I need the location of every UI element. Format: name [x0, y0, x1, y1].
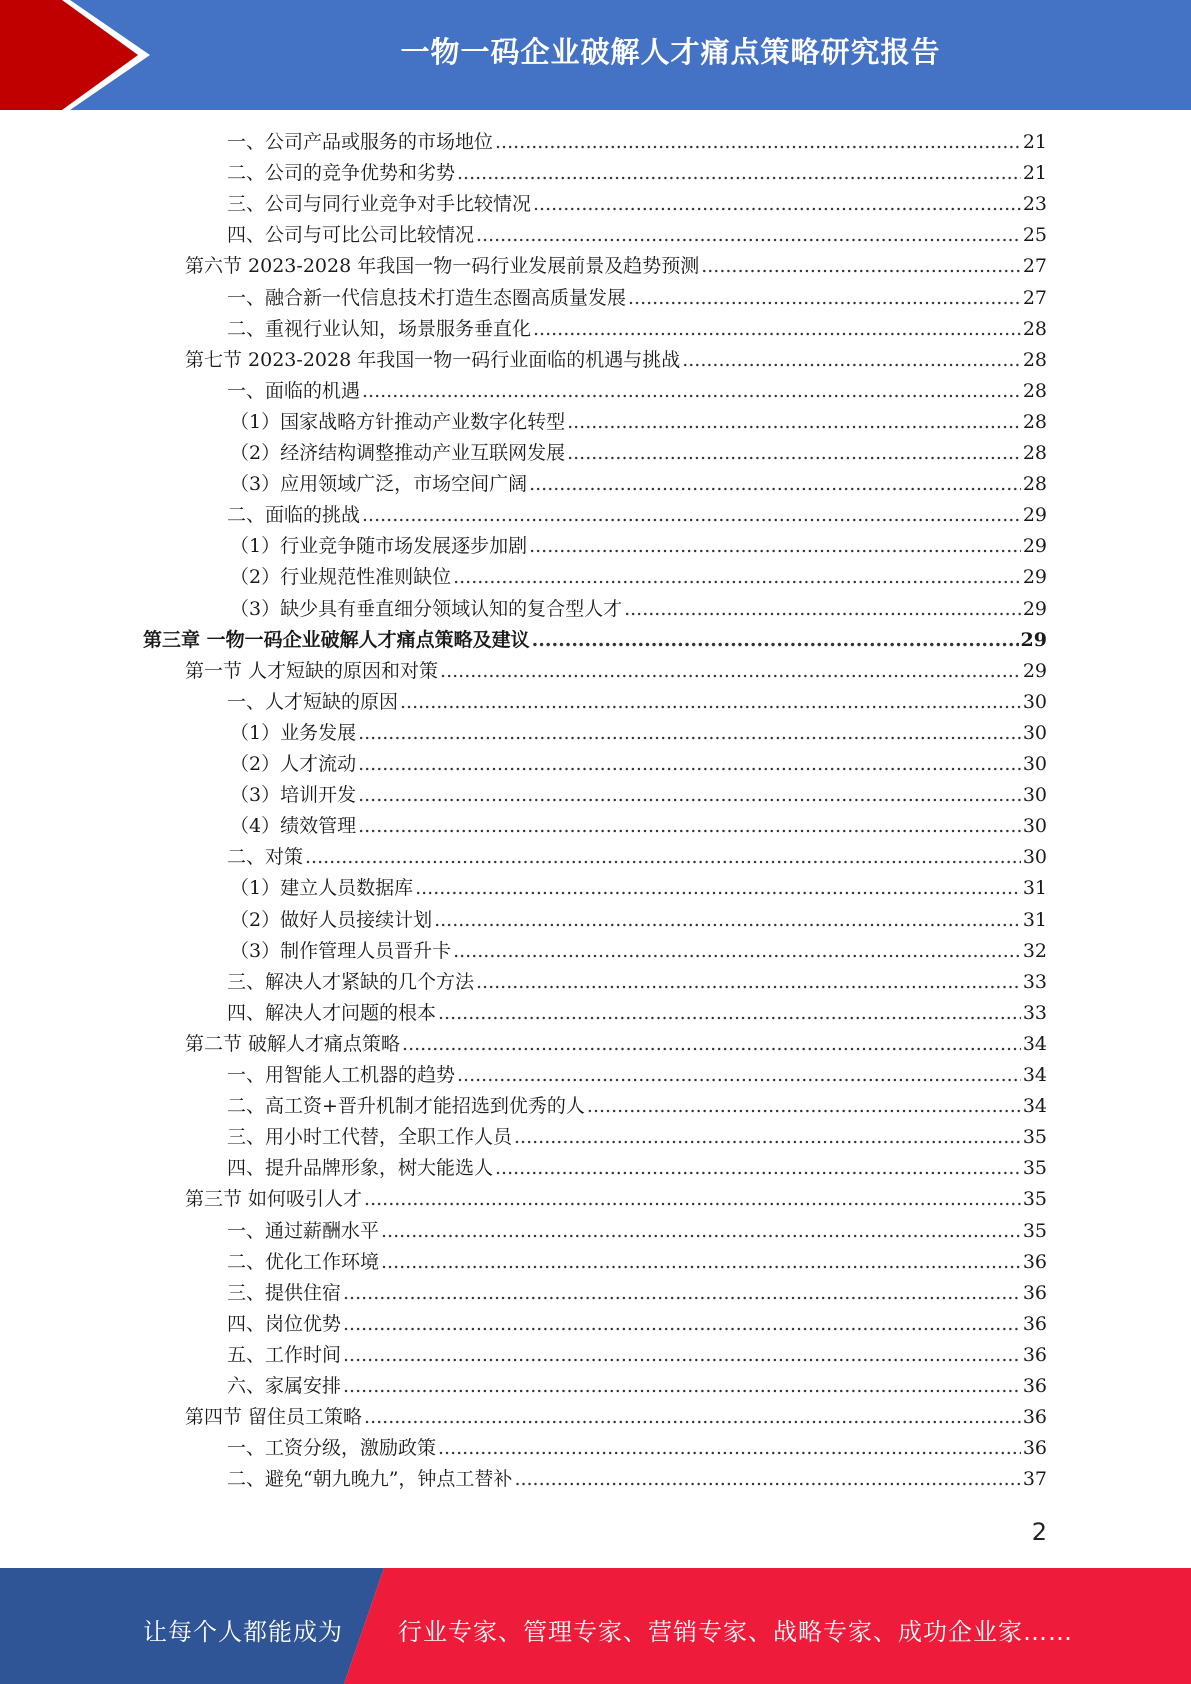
toc-entry[interactable]	[185, 251, 1047, 282]
toc-dot-leader	[701, 251, 1021, 282]
toc-entry[interactable]	[227, 842, 1047, 873]
toc-entry[interactable]	[227, 687, 1047, 718]
toc-entry[interactable]	[227, 500, 1047, 531]
header-bar	[0, 0, 1191, 110]
toc-entry-title: 三、提供住宿	[227, 1281, 342, 1304]
toc-entry-title: 一、用智能人工机器的趋势	[227, 1064, 456, 1086]
toc-entry-page: 29	[1022, 504, 1047, 527]
toc-entry-page: 30	[1022, 690, 1047, 713]
toc-entry-title: （3）缺少具有垂直细分领域认知的复合型人才	[230, 597, 623, 620]
toc-entry[interactable]	[227, 1340, 1047, 1371]
toc-dot-leader	[533, 189, 1021, 220]
toc-dot-leader	[415, 873, 1021, 904]
toc-dot-leader	[381, 1247, 1021, 1278]
toc-dot-leader	[305, 842, 1021, 873]
toc-entry-title: 四、解决人才问题的根本	[227, 1001, 437, 1024]
toc-entry-page: 27	[1022, 286, 1047, 309]
toc-entry-page: 29	[1020, 628, 1047, 651]
footer-banner	[0, 1568, 1191, 1684]
toc-entry[interactable]	[185, 345, 1047, 376]
toc-entry-page: 34	[1022, 1032, 1047, 1055]
toc-entry-title: 三、解决人才紧缺的几个方法	[227, 970, 475, 993]
toc-dot-leader	[343, 1309, 1021, 1340]
toc-dot-leader	[476, 220, 1021, 251]
toc-entry[interactable]	[227, 1464, 1047, 1495]
toc-dot-leader	[358, 749, 1021, 780]
toc-entry-title: （1）行业竞争随市场发展逐步加剧	[230, 535, 528, 558]
toc-entry-page: 28	[1022, 473, 1047, 496]
toc-entry-title: 第四节 留住员工策略	[185, 1406, 363, 1429]
toc-entry-page: 21	[1022, 162, 1047, 185]
toc-entry-title: 第七节 2023-2028 年我国一物一码行业面临的机遇与挑战	[185, 348, 681, 371]
toc-entry[interactable]	[227, 967, 1047, 998]
toc-dot-leader	[343, 1278, 1021, 1309]
toc-dot-leader	[476, 967, 1021, 998]
toc-entry[interactable]	[230, 438, 1047, 469]
toc-entry[interactable]	[230, 873, 1047, 904]
toc-entry-page: 30	[1022, 815, 1047, 838]
toc-entry-title: 一、通过薪酬水平	[227, 1219, 380, 1242]
toc-dot-leader	[457, 1060, 1021, 1091]
toc-dot-leader	[440, 656, 1021, 687]
toc-dot-leader	[402, 1029, 1021, 1060]
toc-dot-leader	[495, 1153, 1021, 1184]
toc-entry-page: 23	[1022, 193, 1047, 216]
toc-entry-page: 36	[1022, 1406, 1047, 1429]
toc-entry-title: 二、避免“朝九晚九”，钟点工替补	[227, 1468, 513, 1491]
toc-dot-leader	[358, 811, 1021, 842]
toc-entry-title: 一、融合新一代信息技术打造生态圈高质量发展	[227, 286, 627, 309]
toc-entry-title: 第二节 破解人才痛点策略	[185, 1032, 401, 1055]
toc-entry[interactable]	[227, 1216, 1047, 1247]
toc-entry[interactable]	[185, 1029, 1047, 1060]
toc-entry-page: 34	[1022, 1095, 1047, 1118]
toc-entry-page: 34	[1022, 1064, 1047, 1086]
toc-entry-title: 四、岗位优势	[227, 1312, 342, 1335]
toc-entry-title: 第三节 如何吸引人才	[185, 1188, 363, 1211]
toc-entry[interactable]	[227, 1153, 1047, 1184]
toc-entry-page: 36	[1022, 1343, 1047, 1366]
toc-entry[interactable]	[227, 1247, 1047, 1278]
toc-entry[interactable]	[185, 1402, 1047, 1433]
toc-entry[interactable]	[185, 1184, 1047, 1215]
toc-entry-page: 27	[1022, 255, 1047, 278]
toc-entry-page: 31	[1022, 908, 1047, 931]
toc-entry-page: 35	[1022, 1157, 1047, 1180]
toc-dot-leader	[529, 531, 1021, 562]
toc-dot-leader	[533, 314, 1021, 345]
toc-entry[interactable]	[227, 1091, 1047, 1122]
toc-dot-leader	[364, 1402, 1021, 1433]
toc-entry-page: 29	[1022, 566, 1047, 589]
toc-entry-title: 二、公司的竞争优势和劣势	[227, 162, 456, 185]
toc-dot-leader	[343, 1340, 1021, 1371]
toc-entry-title: 一、工资分级，激励政策	[227, 1437, 437, 1460]
toc-entry-title: 二、对策	[227, 846, 304, 869]
toc-entry[interactable]	[227, 1060, 1047, 1091]
header-arrow-icon	[0, 0, 160, 110]
toc-dot-leader	[514, 1122, 1021, 1153]
toc-entry-page: 31	[1022, 877, 1047, 900]
toc-entry-page: 21	[1022, 131, 1047, 153]
toc-entry-title: 二、重视行业认知，场景服务垂直化	[227, 317, 532, 340]
toc-entry-page: 35	[1022, 1219, 1047, 1242]
toc-entry-page: 36	[1022, 1437, 1047, 1460]
toc-dot-leader	[381, 1216, 1021, 1247]
toc-dot-leader	[457, 158, 1021, 189]
toc-entry-title: 一、面临的机遇	[227, 379, 361, 402]
toc-dot-leader	[343, 1371, 1021, 1402]
toc-entry-page: 28	[1022, 410, 1047, 433]
toc-entry[interactable]	[227, 1309, 1047, 1340]
toc-dot-leader	[358, 780, 1021, 811]
toc-entry-page: 29	[1022, 597, 1047, 620]
toc-entry-title: 第一节 人才短缺的原因和对策	[185, 659, 439, 682]
toc-dot-leader	[514, 1464, 1020, 1495]
footer-slogan-right: 行业专家、管理专家、营销专家、战略专家、成功企业家……	[398, 1618, 1073, 1646]
toc-dot-leader	[453, 936, 1021, 967]
toc-entry[interactable]	[230, 594, 1047, 625]
toc-entry-title: （1）业务发展	[230, 721, 357, 744]
toc-entry-title: （2）做好人员接续计划	[230, 908, 433, 931]
toc-entry[interactable]	[227, 1122, 1047, 1153]
toc-entry-page: 30	[1022, 784, 1047, 807]
toc-entry-page: 36	[1022, 1281, 1047, 1304]
toc-dot-leader	[362, 376, 1021, 407]
toc-entry-title: 一、人才短缺的原因	[227, 690, 399, 713]
toc-entry[interactable]	[227, 158, 1047, 189]
toc-entry-page: 25	[1022, 224, 1047, 247]
toc-entry-title: 二、面临的挑战	[227, 504, 361, 527]
toc-entry-title: （3）制作管理人员晋升卡	[230, 939, 452, 962]
toc-entry[interactable]	[227, 376, 1047, 407]
toc-dot-leader	[532, 625, 1019, 656]
toc-dot-leader	[529, 469, 1021, 500]
toc-dot-leader	[587, 1091, 1021, 1122]
toc-entry[interactable]	[230, 780, 1047, 811]
toc-entry-title: 六、家属安排	[227, 1375, 342, 1397]
toc-entry[interactable]	[227, 283, 1047, 314]
toc-entry-page: 36	[1022, 1312, 1047, 1335]
toc-entry[interactable]	[227, 314, 1047, 345]
toc-entry-page: 28	[1022, 379, 1047, 402]
toc-entry-page: 36	[1022, 1375, 1047, 1397]
toc-dot-leader	[434, 905, 1021, 936]
toc-entry-page: 30	[1022, 753, 1047, 775]
toc-entry-page: 32	[1022, 939, 1047, 962]
toc-entry[interactable]	[230, 905, 1047, 936]
toc-entry-title: （3）应用领域广泛，市场空间广阔	[230, 473, 528, 496]
toc-entry[interactable]	[143, 625, 1047, 656]
toc-entry-title: 一、公司产品或服务的市场地位	[227, 131, 494, 153]
toc-entry-page: 35	[1022, 1188, 1047, 1211]
toc-entry-page: 29	[1022, 659, 1047, 682]
toc-entry-title: （3）培训开发	[230, 784, 357, 807]
toc-dot-leader	[438, 998, 1021, 1029]
toc-entry[interactable]	[185, 656, 1047, 687]
toc-entry-title: 二、优化工作环境	[227, 1250, 380, 1273]
toc-entry-page: 33	[1022, 970, 1047, 993]
toc-entry-page: 30	[1022, 721, 1047, 744]
toc-entry-title: （4）绩效管理	[230, 815, 357, 838]
toc-dot-leader	[358, 718, 1021, 749]
footer-slogan-left: 让每个人都能成为	[143, 1618, 343, 1646]
toc-entry-title: （1）国家战略方针推动产业数字化转型	[230, 410, 566, 433]
toc-entry-title: （2）经济结构调整推动产业互联网发展	[230, 442, 566, 464]
report-title: 一物一码企业破解人才痛点策略研究报告	[400, 35, 941, 69]
toc-entry[interactable]	[230, 469, 1047, 500]
toc-entry-page: 28	[1022, 442, 1047, 464]
toc-dot-leader	[362, 500, 1021, 531]
toc-dot-leader	[624, 594, 1021, 625]
toc-entry-title: 第六节 2023-2028 年我国一物一码行业发展前景及趋势预测	[185, 255, 700, 278]
toc-entry-title: 第三章 一物一码企业破解人才痛点策略及建议	[143, 628, 530, 651]
toc-dot-leader	[400, 687, 1021, 718]
toc-dot-leader	[567, 438, 1021, 469]
toc-entry[interactable]	[227, 1433, 1047, 1464]
toc-entry-title: （1）建立人员数据库	[230, 877, 414, 900]
toc-entry-title: 三、用小时工代替，全职工作人员	[227, 1126, 513, 1149]
toc-entry[interactable]	[230, 811, 1047, 842]
toc-dot-leader	[495, 127, 1021, 158]
toc-entry[interactable]	[230, 718, 1047, 749]
page-number: 2	[1031, 1518, 1047, 1546]
toc-entry-title: 四、提升品牌形象，树大能选人	[227, 1157, 494, 1180]
toc-entry[interactable]	[230, 407, 1047, 438]
toc-dot-leader	[682, 345, 1021, 376]
toc-entry[interactable]	[227, 127, 1047, 158]
toc-entry[interactable]	[230, 936, 1047, 967]
toc-entry-page: 29	[1022, 535, 1047, 558]
toc-entry-page: 36	[1022, 1250, 1047, 1273]
toc-entry-title: 五、工作时间	[227, 1343, 342, 1366]
toc-entry-title: （2）行业规范性准则缺位	[230, 566, 452, 589]
toc-entry[interactable]	[227, 1278, 1047, 1309]
toc-entry-title: 二、高工资+晋升机制才能招选到优秀的人	[227, 1095, 585, 1118]
toc-entry-title: 四、公司与可比公司比较情况	[227, 224, 475, 247]
toc-entry[interactable]	[230, 562, 1047, 593]
toc-dot-leader	[567, 407, 1021, 438]
toc-entry-page: 35	[1022, 1126, 1047, 1149]
toc-entry[interactable]	[227, 220, 1047, 251]
toc-entry[interactable]	[230, 531, 1047, 562]
toc-entry-page: 37	[1022, 1468, 1047, 1491]
toc-dot-leader	[453, 562, 1021, 593]
toc-entry-page: 30	[1022, 846, 1047, 869]
toc-dot-leader	[628, 283, 1021, 314]
toc-entry-page: 28	[1022, 317, 1047, 340]
toc-entry[interactable]	[227, 1371, 1047, 1402]
toc-entry-title: （2）人才流动	[230, 753, 357, 775]
toc-entry[interactable]	[230, 749, 1047, 780]
toc-entry[interactable]	[227, 998, 1047, 1029]
toc-entry-title: 三、公司与同行业竞争对手比较情况	[227, 193, 532, 216]
toc-entry[interactable]	[227, 189, 1047, 220]
toc-dot-leader	[438, 1433, 1021, 1464]
toc-dot-leader	[364, 1184, 1021, 1215]
toc-entry-page: 28	[1022, 348, 1047, 371]
toc-entry-page: 33	[1022, 1001, 1047, 1024]
